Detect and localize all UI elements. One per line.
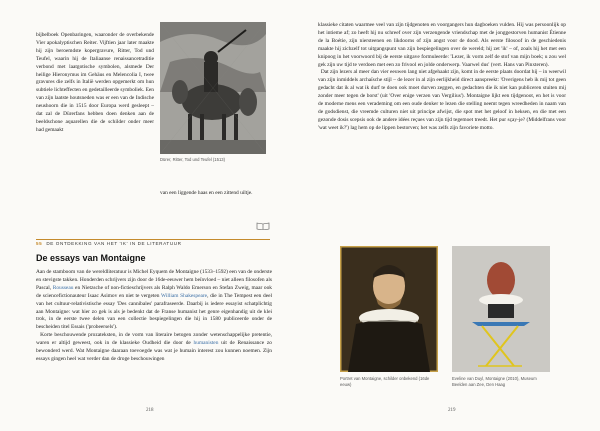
link-rousseau[interactable]: Rousseau xyxy=(52,284,74,291)
sculpture-caption: Eveline van Duyl, Montaigne (2010), Museum Beelden aan Zee, Den Haag xyxy=(452,376,537,387)
durer-engraving-image xyxy=(160,22,266,154)
portrait-caption: Portret van Montaigne, schilder onbekend (16de eeuw) xyxy=(340,376,430,387)
paragraph-1-part-b: en Nietzsche of non-fictieschrijvers als Ralph Waldo Emerson en Stefan Zweig, maar ook de sciencefictionauteur Isaac Asimov en niet te vergeten xyxy=(36,284,272,299)
paragraph-2-part-a: Korte beschouwende prozateksten, in de vorm van literaire betogen zonder wetenschappelijke pretentie, waren er altijd geweest, ook in de klassieke Oudheid die door de xyxy=(36,332,272,347)
section-heading xyxy=(36,241,182,246)
paragraph-1-part-a: Aan de stamboom van de wereldliteratuur is Michel Eyquem de Montaigne (1533–1592) een van de onderste en stevigste takken. Honderden schrijvers zijn door de 16de-eeuwer hem beïnvloed – niet alleen filosofen als Pascal, xyxy=(36,269,272,291)
right-paragraph-1: klassieke citaten waarmee veel van zijn tijdgenoten en voorgangers hun dagboeken vulden. Hij was persoonlijk op het intieme af; zo heeft hij nu schreef over zijn verzengende vriendschap met de jonggestorven humanist Étienne de la Boétie, zijn niersteenen en likdoorns of zijn angst voor de dood. Als eerste filosoof in de geschiedenis maakte hij zichzelf tot uitgangspunt van zijn bespiegelingen over de wereld; hij zet 'ik' – of, zoals hij het met een knipoog in het voorwoord bij de eerste uitgave formuleerde: 'Lezer, ik vorm zelf de stof van mijn boek; u zou wel gek zijn uw tijd te verdoen met een zo frivool en jolde onderwerp. Vaarwel dus' (vert. Hans van Pinxteren). xyxy=(318,22,566,68)
page-number-left: 218 xyxy=(146,408,154,413)
section-title: De essays van Montaigne xyxy=(36,253,146,263)
right-paragraph-2: Dat zijn lezers al meer dan vier eeuwen lang niet afgehaakt zijn, komt in de eerste plaats doordat hij – in weerwil van zijn inmiddels archaïsche stijl – de lezer in al zijn eerlijkheid direct aanspreekt: 'Overigens heb ik mij tot geen gedacht dat ik al wat ik durf te doen ook moet durven zeggen, en gedachten die ik niet kan publiceren stuiten mij zonder meer tegen de borst' (uit 'Over enige verzen van Vergilius'). Montaigne lijkt een tijdgenoot, en het is voor de moderne mens een verademing om een oude denker te lezen die stelling neemt tegen wreedheden in naam van de godsdienst, die vreemde culturen niet uit principe afwijst, die spot met het geloof in heksen, en die met een gezonde dosis scepsis ook de andere idées reçues van zijn tijd tegemoet treedt. Het pur sçay-je? (Middelfrans voor 'wat weet ik?') lag hem op de lippen bestorven; het was zelfs zijn favoriete motto. xyxy=(318,69,566,131)
montaigne-portrait-image xyxy=(340,246,438,372)
link-shakespeare[interactable]: William Shakespeare xyxy=(161,292,208,299)
side-text: van een liggende haas en een zittend uiltje. xyxy=(160,190,253,196)
section-number: 55 xyxy=(36,241,43,246)
right-page xyxy=(300,0,600,431)
portrait-painting-illustration xyxy=(340,246,438,372)
knight-death-devil-illustration xyxy=(160,22,266,154)
book-icon xyxy=(256,222,270,230)
montaigne-sculpture-image xyxy=(452,246,550,372)
section-label-text: DE ONTDEKKING VAN HET 'IK' IN DE LITERATUUR xyxy=(46,241,182,246)
engraving-caption: Dürer, Ritter, Tod und Teufel (1513) xyxy=(160,157,226,162)
page-number-right: 219 xyxy=(448,408,456,413)
sculpture-illustration xyxy=(452,246,550,372)
intro-paragraph: bijbelboek Openbaringen, waaronder de overbekende Vier apokalyptischen Reiter. Vijftien jaar later maakte hij zijn beroemdste kopergravure, Ritter, Tod und Teufel, waarin hij de Italiaanse renaissancetraditie verbond met laatgotische symbolen, alsmede Der heilige Hieronymus im Gehäus en Melencolia I, twee gravures die zelfs in Italië werden opgemerkt om hun subtiele lichteffecten en gedetailleerde symboliek. Een van zijn laatste houtsneden was er een van de Indische neushoorn die in 1515 door Europa werd gesleept – dat zal de Dürerfans hebben doen denken aan de beeldschone aquarellen die de schilder onder meer had gemaakt xyxy=(36,32,154,133)
main-text-left xyxy=(36,269,272,364)
main-text-right xyxy=(318,22,566,133)
paragraph-1-part-c: , die in The Tempest een deel van het cultuur-relativistische essay 'Des cannibales' parafraseerde. Daarbij is iedere essayist schatplichtig aan Montaigne: wat hier zo gek is als je bedenkt dat de Franse humanist het genre eigenhandig uit de klei trok, in de eerste twee delen van een collectie bespiegelingen die hij in 1580 publiceerde onder de bescheiden titel Essais ('probeersels'). xyxy=(36,292,272,331)
paragraph-2-part-b: uit de Renaissance zo bewonderd werd. Wat Montaigne daaraan toevoegde was wat je humain interest zou kunnen noemen. Zijn essays gingen heel wat verder dan de droge beschouwingen xyxy=(36,340,272,362)
link-humanisten[interactable]: humanisten xyxy=(193,340,219,347)
